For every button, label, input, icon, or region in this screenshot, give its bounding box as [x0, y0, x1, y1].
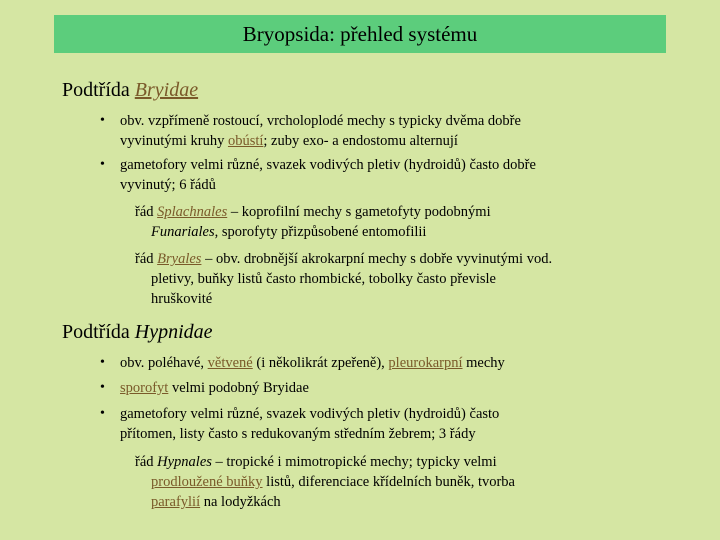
bullet-text — [120, 378, 670, 398]
text-line: – obv. drobnější akrokarpní mechy s dobře vyvinutými vod. — [205, 251, 553, 267]
text-line — [135, 472, 665, 492]
text-line: – koprofilní mechy s gametofyty podobnými — [230, 204, 491, 220]
term-link[interactable]: obústí — [227, 133, 264, 149]
text-line: – tropické i mimotropické mechy; typicky velmi — [215, 454, 497, 470]
heading-label: Podtřída — [62, 79, 130, 101]
text-line: gametofory velmi různé, svazek vodivých pletiv (hydroidů) často dobře — [120, 157, 536, 173]
heading-label: Podtřída — [62, 321, 130, 343]
text-line: vyvinutý; 6 řádů — [120, 177, 216, 193]
bullet-text — [120, 111, 670, 151]
list-item — [100, 378, 670, 398]
bullet-text — [120, 404, 670, 444]
order-name-link[interactable]: Splachnales — [157, 204, 228, 220]
subclass-name: Hypnidae — [134, 321, 213, 343]
bullet-icon: • — [100, 157, 105, 172]
term-link[interactable]: pleurokarpní — [388, 355, 463, 371]
subclass-name-link[interactable]: Bryidae — [134, 79, 199, 101]
subclass-heading-hypnidae — [62, 320, 213, 344]
list-item — [100, 353, 670, 373]
bullet-text — [120, 155, 670, 195]
order-item-bryales — [135, 249, 665, 309]
text-line: pletivy, buňky listů často rhombické, tobolky často převisle — [151, 271, 496, 287]
text-line: velmi podobný Bryidae — [171, 380, 309, 396]
list-item — [100, 404, 670, 444]
text-line — [135, 222, 665, 242]
bullet-text — [120, 353, 670, 373]
order-prefix: řád — [135, 204, 154, 220]
list-item — [100, 111, 670, 151]
text-line: na lodyžkách — [203, 494, 281, 510]
text-line: obv. poléhavé, — [120, 355, 205, 371]
bullet-icon: • — [100, 406, 105, 421]
list-item — [100, 155, 670, 195]
term-link[interactable]: sporofyt — [120, 380, 169, 396]
bullet-icon: • — [100, 380, 105, 395]
text-line: ; zuby exo- a endostomu alternují — [263, 133, 458, 149]
text-line: listů, diferenciace křídelních buněk, tvorba — [266, 474, 515, 490]
text-line: vyvinutými kruhy — [120, 133, 225, 149]
order-prefix: řád — [135, 454, 154, 470]
text-line: , sporofyty přizpůsobené entomofilii — [214, 224, 427, 240]
order-item-splachnales — [135, 202, 665, 242]
order-item-hypnales — [135, 452, 665, 512]
order-name-link[interactable]: Bryales — [157, 251, 202, 267]
text-line: gametofory velmi různé, svazek vodivých pletiv (hydroidů) často — [120, 406, 500, 422]
text-line: (i několikrát zpeřeně), — [256, 355, 385, 371]
term-link[interactable]: prodloužené buňky — [151, 474, 263, 490]
text-line: obv. vzpřímeně rostoucí, vrcholoplodé mechy s typicky dvěma dobře — [120, 113, 521, 129]
text-line: mechy — [466, 355, 505, 371]
order-name: Hypnales — [157, 454, 212, 470]
term-link[interactable]: větvené — [207, 355, 253, 371]
subclass-heading-bryidae — [62, 78, 198, 102]
title-bar — [54, 15, 666, 53]
order-prefix: řád — [135, 251, 154, 267]
text-line: přítomen, listy často s redukovaným středním žebrem; 3 řády — [120, 426, 476, 442]
taxon-name: Funariales — [151, 224, 215, 240]
term-link[interactable]: parafylií — [151, 494, 201, 510]
text-line: hruškovité — [151, 291, 213, 307]
bullet-icon: • — [100, 113, 105, 128]
text-line — [135, 492, 665, 512]
bullet-icon: • — [100, 355, 105, 370]
page-title: Bryopsida: přehled systému — [242, 21, 478, 46]
